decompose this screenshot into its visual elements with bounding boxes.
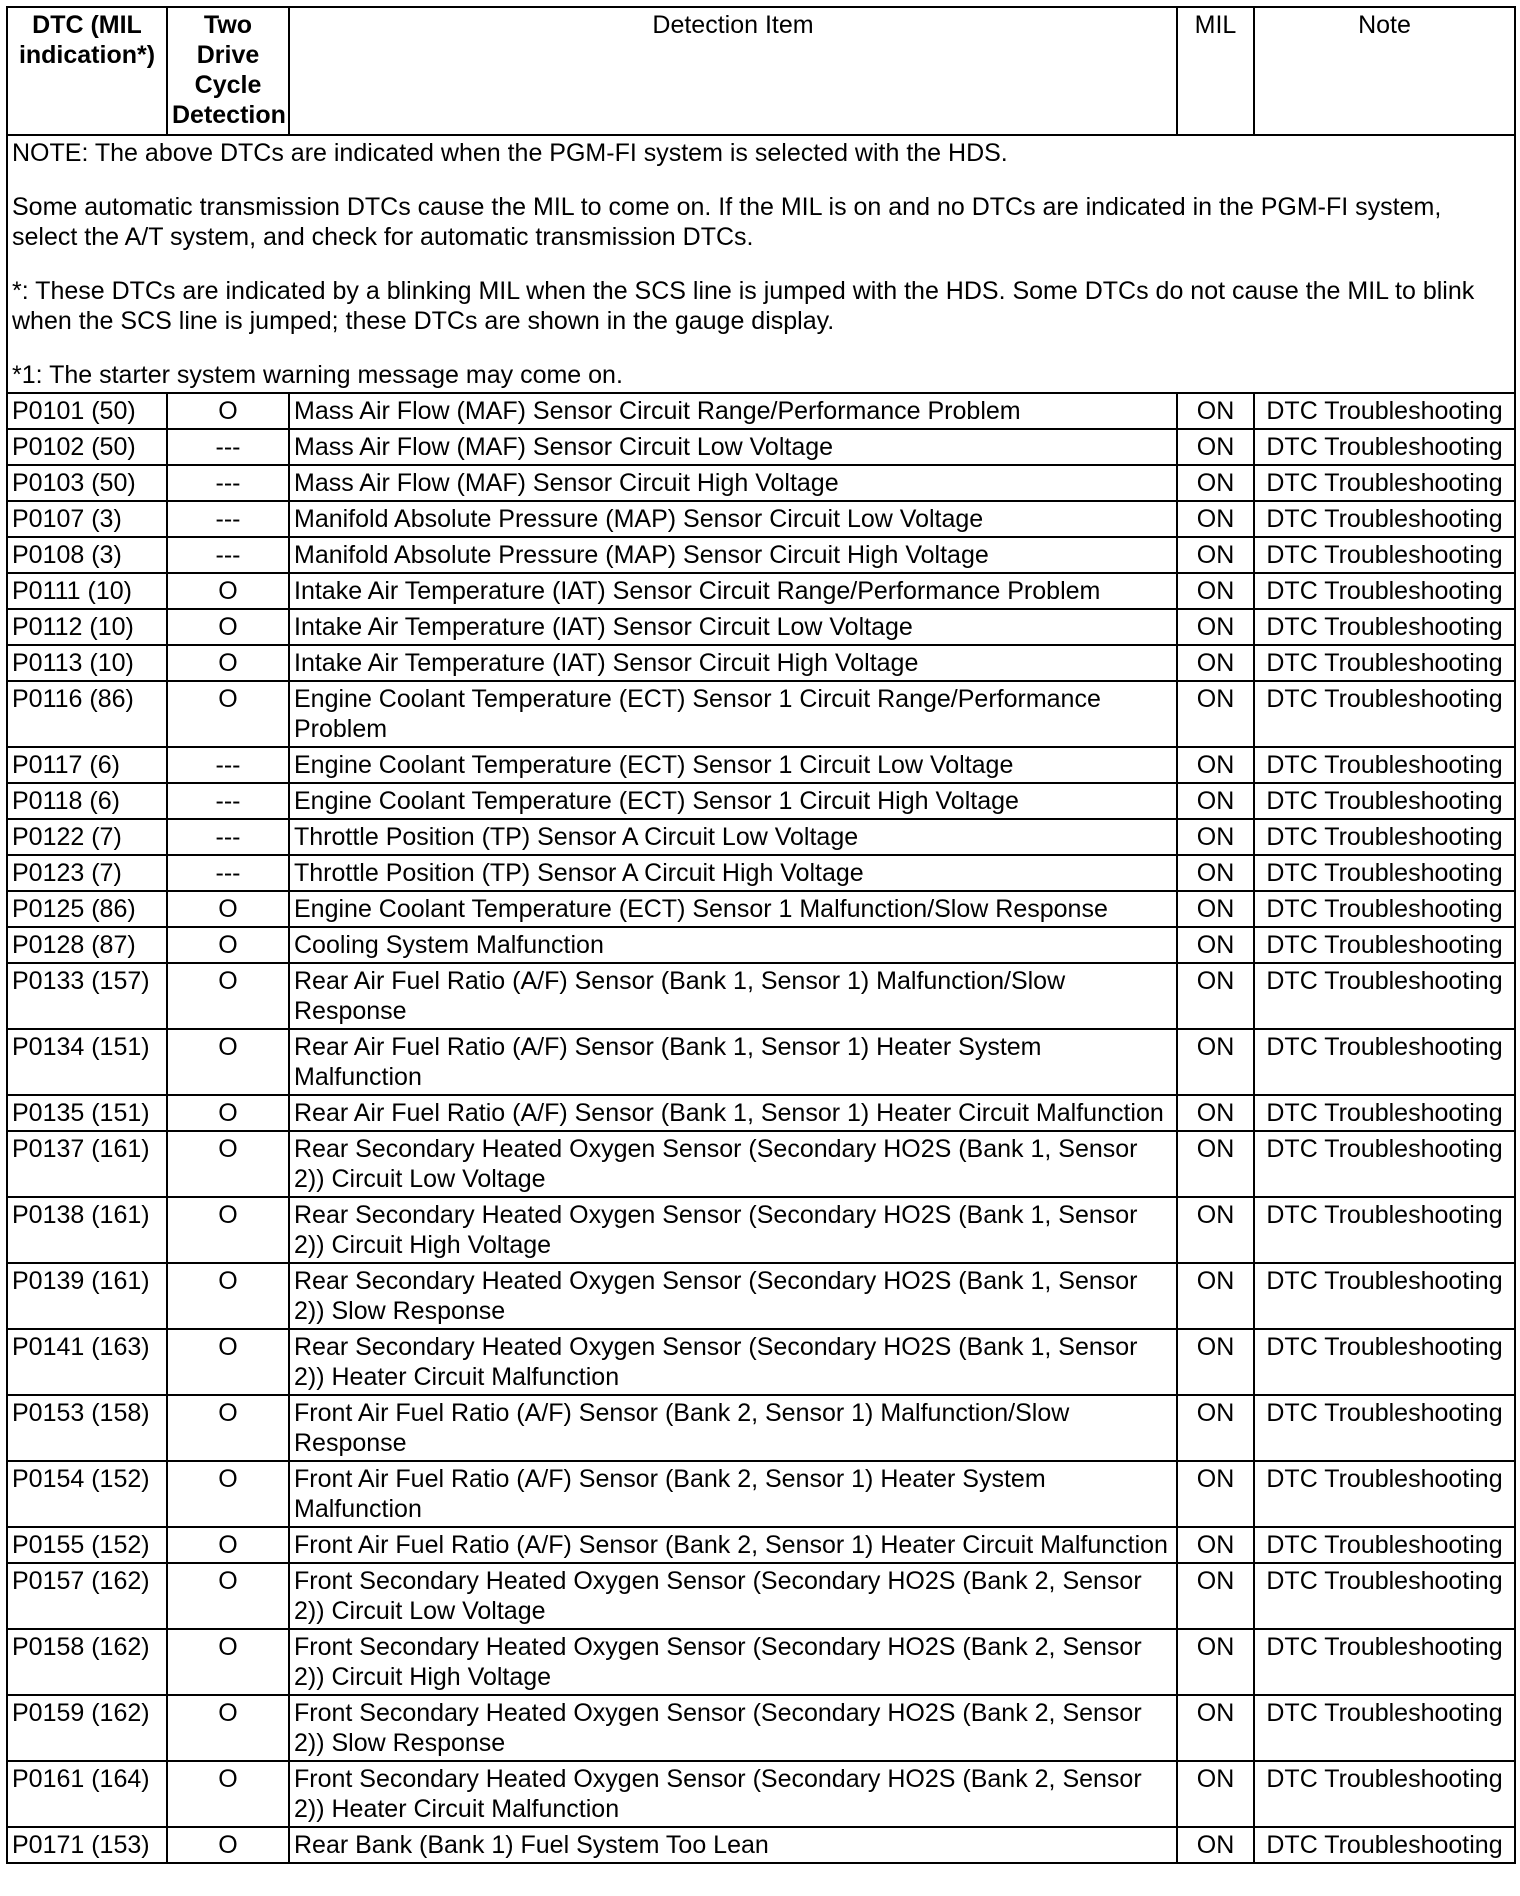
notes-cell [7,135,1515,393]
note-blinking-mil: *: These DTCs are indicated by a blinking MIL when the SCS line is jumped with the HDS. Some DTCs do not cause the MIL to blink when the SCS line is jumped; these DTCs are shown in the gauge display. [12,277,1475,335]
detection-item-cell: Engine Coolant Temperature (ECT) Sensor 1 Circuit Range/Performance Problem [289,681,1177,747]
two-drive-cycle-cell: --- [167,819,289,855]
two-drive-cycle-cell: O [167,963,289,1029]
mil-status-cell: ON [1177,1197,1254,1263]
dtc-code-cell: P0138 (161) [7,1197,167,1263]
table-row [7,927,1515,963]
dtc-code-cell: P0118 (6) [7,783,167,819]
header-row [7,7,1515,135]
note-cell: DTC Troubleshooting [1254,963,1515,1029]
detection-item-cell: Mass Air Flow (MAF) Sensor Circuit Low Voltage [289,429,1177,465]
two-drive-cycle-cell: O [167,1629,289,1695]
note-cell: DTC Troubleshooting [1254,783,1515,819]
two-drive-cycle-cell: O [167,645,289,681]
dtc-code-cell: P0133 (157) [7,963,167,1029]
note-cell: DTC Troubleshooting [1254,1029,1515,1095]
detection-item-cell: Mass Air Flow (MAF) Sensor Circuit High Voltage [289,465,1177,501]
dtc-code-cell: P0103 (50) [7,465,167,501]
note-cell: DTC Troubleshooting [1254,819,1515,855]
dtc-code-cell: P0102 (50) [7,429,167,465]
dtc-code-cell: P0107 (3) [7,501,167,537]
detection-item-cell: Front Secondary Heated Oxygen Sensor (Secondary HO2S (Bank 2, Sensor 2)) Circuit High Voltage [289,1629,1177,1695]
table-row [7,681,1515,747]
mil-status-cell: ON [1177,1761,1254,1827]
note-cell: DTC Troubleshooting [1254,1827,1515,1863]
dtc-code-cell: P0134 (151) [7,1029,167,1095]
two-drive-cycle-cell: --- [167,747,289,783]
document-page [6,6,1514,1864]
two-drive-cycle-cell: O [167,1395,289,1461]
note-automatic-transmission: Some automatic transmission DTCs cause the MIL to come on. If the MIL is on and no DTCs are indicated in the PGM-FI system, select the A/T system, and check for automatic transmission DTCs. [12,193,1442,251]
two-drive-cycle-cell: --- [167,465,289,501]
table-body [7,135,1515,1863]
table-row [7,783,1515,819]
mil-status-cell: ON [1177,1029,1254,1095]
mil-status-cell: ON [1177,681,1254,747]
detection-item-cell: Manifold Absolute Pressure (MAP) Sensor Circuit Low Voltage [289,501,1177,537]
note-cell: DTC Troubleshooting [1254,855,1515,891]
note-cell: DTC Troubleshooting [1254,537,1515,573]
dtc-code-cell: P0112 (10) [7,609,167,645]
mil-status-cell: ON [1177,645,1254,681]
two-drive-cycle-cell: O [167,1461,289,1527]
two-drive-cycle-cell: O [167,681,289,747]
table-row [7,1263,1515,1329]
note-cell: DTC Troubleshooting [1254,1629,1515,1695]
note-cell: DTC Troubleshooting [1254,1263,1515,1329]
two-drive-cycle-cell: O [167,1329,289,1395]
dtc-code-cell: P0157 (162) [7,1563,167,1629]
mil-status-cell: ON [1177,537,1254,573]
note-cell: DTC Troubleshooting [1254,927,1515,963]
two-drive-cycle-cell: O [167,1029,289,1095]
dtc-code-cell: P0137 (161) [7,1131,167,1197]
two-drive-cycle-cell: --- [167,855,289,891]
table-row [7,855,1515,891]
header-detection-item: Detection Item [289,7,1177,135]
note-cell: DTC Troubleshooting [1254,1527,1515,1563]
header-mil: MIL [1177,7,1254,135]
mil-status-cell: ON [1177,429,1254,465]
two-drive-cycle-cell: O [167,1563,289,1629]
mil-status-cell: ON [1177,963,1254,1029]
two-drive-cycle-cell: O [167,1095,289,1131]
detection-item-cell: Rear Secondary Heated Oxygen Sensor (Secondary HO2S (Bank 1, Sensor 2)) Circuit Low Voltage [289,1131,1177,1197]
detection-item-cell: Mass Air Flow (MAF) Sensor Circuit Range/Performance Problem [289,393,1177,429]
two-drive-cycle-cell: O [167,1131,289,1197]
note-cell: DTC Troubleshooting [1254,747,1515,783]
dtc-code-cell: P0108 (3) [7,537,167,573]
note-cell: DTC Troubleshooting [1254,1563,1515,1629]
table-header [7,7,1515,135]
table-row [7,1527,1515,1563]
dtc-code-cell: P0171 (153) [7,1827,167,1863]
note-cell: DTC Troubleshooting [1254,1095,1515,1131]
note-cell: DTC Troubleshooting [1254,1197,1515,1263]
detection-item-cell: Rear Bank (Bank 1) Fuel System Too Lean [289,1827,1177,1863]
dtc-code-cell: P0117 (6) [7,747,167,783]
two-drive-cycle-cell: O [167,1527,289,1563]
note-cell: DTC Troubleshooting [1254,393,1515,429]
two-drive-cycle-cell: O [167,1263,289,1329]
note-cell: DTC Troubleshooting [1254,645,1515,681]
note-cell: DTC Troubleshooting [1254,1761,1515,1827]
dtc-code-cell: P0123 (7) [7,855,167,891]
table-row [7,645,1515,681]
two-drive-cycle-cell: O [167,1695,289,1761]
detection-item-cell: Intake Air Temperature (IAT) Sensor Circuit High Voltage [289,645,1177,681]
note-hds: NOTE: The above DTCs are indicated when the PGM-FI system is selected with the HDS. [12,139,1008,167]
table-row [7,1131,1515,1197]
mil-status-cell: ON [1177,1527,1254,1563]
note-cell: DTC Troubleshooting [1254,1695,1515,1761]
detection-item-cell: Rear Secondary Heated Oxygen Sensor (Secondary HO2S (Bank 1, Sensor 2)) Circuit High Voltage [289,1197,1177,1263]
table-row [7,609,1515,645]
table-row [7,1029,1515,1095]
mil-status-cell: ON [1177,573,1254,609]
dtc-code-cell: P0101 (50) [7,393,167,429]
detection-item-cell: Engine Coolant Temperature (ECT) Sensor 1 Malfunction/Slow Response [289,891,1177,927]
mil-status-cell: ON [1177,1563,1254,1629]
mil-status-cell: ON [1177,1827,1254,1863]
two-drive-cycle-cell: O [167,1197,289,1263]
note-cell: DTC Troubleshooting [1254,1131,1515,1197]
mil-status-cell: ON [1177,393,1254,429]
table-row [7,1461,1515,1527]
table-row [7,1827,1515,1863]
note-cell: DTC Troubleshooting [1254,1461,1515,1527]
table-row [7,537,1515,573]
mil-status-cell: ON [1177,1095,1254,1131]
two-drive-cycle-cell: O [167,891,289,927]
two-drive-cycle-cell: O [167,1827,289,1863]
detection-item-cell: Front Secondary Heated Oxygen Sensor (Secondary HO2S (Bank 2, Sensor 2)) Circuit Low Voltage [289,1563,1177,1629]
detection-item-cell: Rear Air Fuel Ratio (A/F) Sensor (Bank 1, Sensor 1) Heater Circuit Malfunction [289,1095,1177,1131]
two-drive-cycle-cell: O [167,393,289,429]
mil-status-cell: ON [1177,1695,1254,1761]
dtc-code-cell: P0155 (152) [7,1527,167,1563]
two-drive-cycle-cell: --- [167,783,289,819]
two-drive-cycle-cell: O [167,573,289,609]
mil-status-cell: ON [1177,501,1254,537]
detection-item-cell: Front Secondary Heated Oxygen Sensor (Secondary HO2S (Bank 2, Sensor 2)) Heater Circuit Malfunction [289,1761,1177,1827]
mil-status-cell: ON [1177,1395,1254,1461]
detection-item-cell: Cooling System Malfunction [289,927,1177,963]
table-row [7,1395,1515,1461]
mil-status-cell: ON [1177,819,1254,855]
detection-item-cell: Intake Air Temperature (IAT) Sensor Circuit Low Voltage [289,609,1177,645]
detection-item-cell: Engine Coolant Temperature (ECT) Sensor 1 Circuit High Voltage [289,783,1177,819]
table-row [7,1629,1515,1695]
table-row [7,747,1515,783]
mil-status-cell: ON [1177,1461,1254,1527]
dtc-code-cell: P0125 (86) [7,891,167,927]
mil-status-cell: ON [1177,855,1254,891]
header-note: Note [1254,7,1515,135]
detection-item-cell: Rear Secondary Heated Oxygen Sensor (Secondary HO2S (Bank 1, Sensor 2)) Slow Response [289,1263,1177,1329]
dtc-code-cell: P0128 (87) [7,927,167,963]
detection-item-cell: Front Air Fuel Ratio (A/F) Sensor (Bank 2, Sensor 1) Heater Circuit Malfunction [289,1527,1177,1563]
dtc-table [6,6,1516,1864]
detection-item-cell: Front Air Fuel Ratio (A/F) Sensor (Bank 2, Sensor 1) Malfunction/Slow Response [289,1395,1177,1461]
mil-status-cell: ON [1177,609,1254,645]
table-row [7,1695,1515,1761]
note-cell: DTC Troubleshooting [1254,1329,1515,1395]
dtc-code-cell: P0161 (164) [7,1761,167,1827]
mil-status-cell: ON [1177,891,1254,927]
mil-status-cell: ON [1177,1263,1254,1329]
dtc-code-cell: P0111 (10) [7,573,167,609]
dtc-code-cell: P0139 (161) [7,1263,167,1329]
table-row [7,1761,1515,1827]
mil-status-cell: ON [1177,465,1254,501]
detection-item-cell: Engine Coolant Temperature (ECT) Sensor 1 Circuit Low Voltage [289,747,1177,783]
detection-item-cell: Intake Air Temperature (IAT) Sensor Circuit Range/Performance Problem [289,573,1177,609]
detection-item-cell: Front Air Fuel Ratio (A/F) Sensor (Bank 2, Sensor 1) Heater System Malfunction [289,1461,1177,1527]
note-cell: DTC Troubleshooting [1254,891,1515,927]
table-row [7,1095,1515,1131]
note-cell: DTC Troubleshooting [1254,609,1515,645]
dtc-code-cell: P0154 (152) [7,1461,167,1527]
dtc-code-cell: P0122 (7) [7,819,167,855]
dtc-code-cell: P0159 (162) [7,1695,167,1761]
two-drive-cycle-cell: O [167,927,289,963]
mil-status-cell: ON [1177,1329,1254,1395]
two-drive-cycle-cell: --- [167,501,289,537]
table-row [7,891,1515,927]
dtc-code-cell: P0153 (158) [7,1395,167,1461]
table-row [7,1197,1515,1263]
detection-item-cell: Rear Air Fuel Ratio (A/F) Sensor (Bank 1, Sensor 1) Malfunction/Slow Response [289,963,1177,1029]
mil-status-cell: ON [1177,1629,1254,1695]
two-drive-cycle-cell: --- [167,429,289,465]
table-row [7,1563,1515,1629]
table-row [7,429,1515,465]
header-dtc: DTC (MIL indication*) [7,7,167,135]
table-row [7,963,1515,1029]
mil-status-cell: ON [1177,783,1254,819]
note-cell: DTC Troubleshooting [1254,429,1515,465]
mil-status-cell: ON [1177,927,1254,963]
detection-item-cell: Front Secondary Heated Oxygen Sensor (Secondary HO2S (Bank 2, Sensor 2)) Slow Response [289,1695,1177,1761]
note-cell: DTC Troubleshooting [1254,501,1515,537]
detection-item-cell: Manifold Absolute Pressure (MAP) Sensor Circuit High Voltage [289,537,1177,573]
dtc-code-cell: P0135 (151) [7,1095,167,1131]
two-drive-cycle-cell: O [167,1761,289,1827]
mil-status-cell: ON [1177,747,1254,783]
table-row [7,465,1515,501]
header-two-drive-cycle: Two Drive Cycle Detection [167,7,289,135]
note-cell: DTC Troubleshooting [1254,573,1515,609]
note-cell: DTC Troubleshooting [1254,681,1515,747]
dtc-code-cell: P0113 (10) [7,645,167,681]
two-drive-cycle-cell: O [167,609,289,645]
table-row [7,819,1515,855]
dtc-code-cell: P0141 (163) [7,1329,167,1395]
two-drive-cycle-cell: --- [167,537,289,573]
detection-item-cell: Throttle Position (TP) Sensor A Circuit Low Voltage [289,819,1177,855]
dtc-code-cell: P0158 (162) [7,1629,167,1695]
detection-item-cell: Rear Air Fuel Ratio (A/F) Sensor (Bank 1, Sensor 1) Heater System Malfunction [289,1029,1177,1095]
table-row [7,501,1515,537]
table-row [7,573,1515,609]
note-cell: DTC Troubleshooting [1254,465,1515,501]
note-starter-warning: *1: The starter system warning message may come on. [12,361,623,389]
table-row [7,1329,1515,1395]
notes-row [7,135,1515,393]
dtc-code-cell: P0116 (86) [7,681,167,747]
mil-status-cell: ON [1177,1131,1254,1197]
table-row [7,393,1515,429]
detection-item-cell: Throttle Position (TP) Sensor A Circuit High Voltage [289,855,1177,891]
note-cell: DTC Troubleshooting [1254,1395,1515,1461]
detection-item-cell: Rear Secondary Heated Oxygen Sensor (Secondary HO2S (Bank 1, Sensor 2)) Heater Circuit Malfunction [289,1329,1177,1395]
